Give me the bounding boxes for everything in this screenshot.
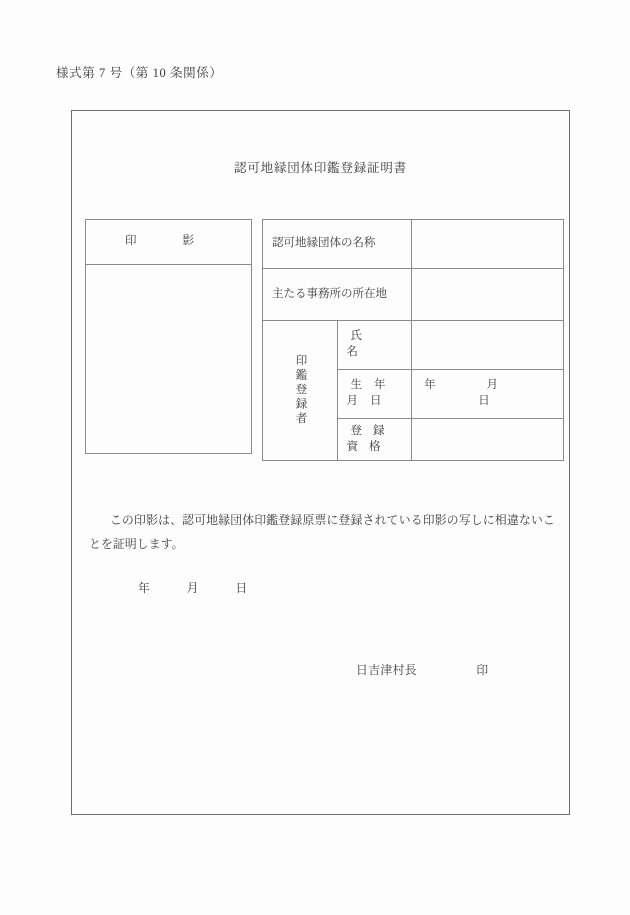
qualification-text: 登録資格	[346, 424, 396, 453]
seal-header-cell	[86, 220, 252, 265]
value-birth-date[interactable]	[412, 370, 564, 419]
label-office-address: 主たる事務所の所在地	[263, 269, 412, 321]
issue-date-line[interactable]	[138, 579, 247, 596]
seal-header-row	[86, 220, 252, 265]
certification-statement: この印影は、認可地縁団体印鑑登録原票に登録されている印影の写しに相違ないことを証明します。	[89, 513, 555, 551]
document-title: 認可地縁団体印鑑登録証明書	[234, 161, 407, 175]
official-seal-mark: 印	[476, 663, 489, 677]
value-group-name[interactable]	[412, 220, 564, 269]
birth-month-label: 月	[486, 379, 499, 392]
issue-month-label: 月	[186, 581, 199, 595]
seal-body-row	[86, 265, 252, 454]
seal-header-label: 印影	[125, 235, 240, 248]
birth-day-label: 日	[478, 395, 491, 407]
value-office-address[interactable]	[412, 269, 564, 321]
birth-date-text: 生年月日	[346, 379, 398, 407]
registrant-name-text: 氏名	[346, 330, 392, 358]
birth-date-placeholder-row	[421, 378, 554, 409]
form-number: 様式第 7 号（第 10 条関係）	[56, 66, 223, 80]
signature-block	[356, 661, 489, 678]
label-qualification	[337, 419, 412, 461]
issuing-authority: 日吉津村長	[356, 663, 417, 677]
birth-year-label: 年	[424, 379, 437, 392]
label-birth-date	[337, 370, 412, 419]
table-row-office-address	[263, 269, 564, 321]
seal-impression-field[interactable]	[86, 265, 252, 454]
certificate-frame	[71, 110, 570, 815]
registrant-group-text: 印鑑登録者	[294, 354, 307, 427]
label-registrant-group	[263, 321, 338, 461]
registration-info-table	[262, 219, 564, 461]
seal-impression-table	[85, 219, 252, 454]
label-group-name: 認可地縁団体の名称	[263, 220, 412, 269]
table-row-group-name	[263, 220, 564, 269]
value-registrant-name[interactable]	[412, 321, 564, 370]
value-qualification[interactable]	[412, 419, 564, 461]
issue-year-label: 年	[138, 581, 150, 595]
table-row-registrant-name	[263, 321, 564, 370]
label-registrant-name	[337, 321, 412, 370]
issue-day-label: 日	[235, 581, 248, 595]
